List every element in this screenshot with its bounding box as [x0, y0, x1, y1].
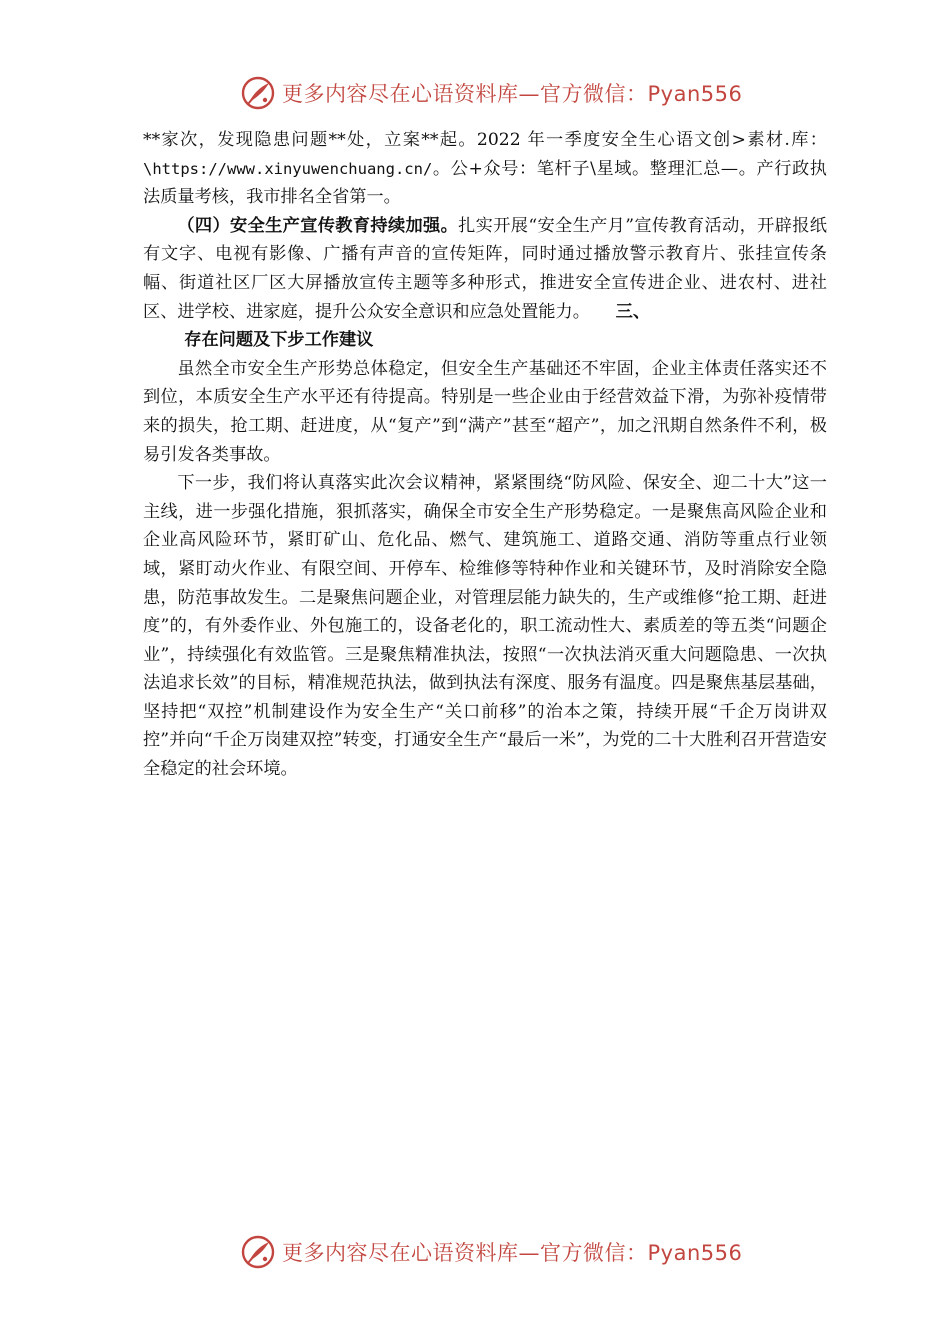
paragraph-1-text-b: 。公+众号：笔杆子\星域。整理汇总—。产行政执法质量考核，我市排名全省第一。 — [143, 158, 827, 208]
footer-banner — [240, 1230, 760, 1274]
paragraph-4: 下一步，我们将认真落实此次会议精神，紧紧围绕“防风险、保安全、迎二十大”这一主线，进一步强化措施，狠抓落实，确保全市安全生产形势稳定。一是聚焦高风险企业和企业高风险环节，紧盯矿山、危化品、燃气、建筑施工、道路交通、消防等重点行业领域，紧盯动火作业、有限空间、开停车、检维修等特种作业和关键环节，及时消除安全隐患，防范事故发生。二是聚焦问题企业，对管理层能力缺失的，生产或维修“抢工期、赶进度”的，有外委作业、外包施工的，设备老化的，职工流动性大、素质差的等五类“问题企业”，持续强化有效监管。三是聚焦精准执法，按照“一次执法消灭重大问题隐患、一次执法追求长效”的目标，精准规范执法，做到执法有深度、服务有温度。四是聚焦基层基础， 坚持把“双控”机制建设作为安全生产“关口前移”的治本之策，持续开展“千企万岗讲双控”并向“千企万岗建双控”转变，打通安全生产“最后一米”，为党的二十大胜利召开营造安全稳定的社会环境。 — [143, 473, 827, 780]
paragraph-3: 虽然全市安全生产形势总体稳定，但安全生产基础还不牢固，企业主体责任落实还不到位，本质安全生产水平还有待提高。特别是一些企业由于经营效益下滑，为弥补疫情带来的损失，抢工期、赶进度，从“复产”到“满产”甚至“超产”，加之汛期自然条件不利，极易引发各类事故。 — [143, 358, 827, 465]
document-body — [143, 126, 827, 784]
paragraph-2 — [143, 212, 827, 326]
header-banner — [240, 71, 760, 115]
feather-seal-icon — [240, 75, 276, 111]
paragraph-1-url: \https://www.xinyuwenchuang.cn/ — [143, 159, 433, 178]
section-number: 三、 — [615, 301, 651, 322]
feather-seal-icon — [240, 1234, 276, 1270]
paragraph-2-text: 扎实开展“安全生产月”宣传教育活动，开辟报纸有文字、电视有影像、广播有声音的宣传矩阵，同时通过播放警示教育片、张挂宣传条幅、街道社区厂区大屏播放宣传主题等多种形式，推进安全宣传进企业、进农村、进社区、进学校、进家庭，提升公众安全意识和应急处置能力。 — [143, 215, 827, 322]
paragraph-1-text-a: **家次，发现隐患问题**处，立案**起。2022 年一季度安全生心语文创>素材.库： — [143, 130, 827, 150]
paragraph-1 — [143, 126, 827, 212]
section-heading: 存在问题及下步工作建议 — [184, 330, 374, 351]
banner-text: 更多内容尽在心语资料库—官方微信：Pyan556 — [282, 1241, 743, 1265]
paragraph-2-bold-lead: （四）安全生产宣传教育持续加强。 — [177, 215, 459, 236]
banner-text: 更多内容尽在心语资料库—官方微信：Pyan556 — [282, 82, 743, 106]
